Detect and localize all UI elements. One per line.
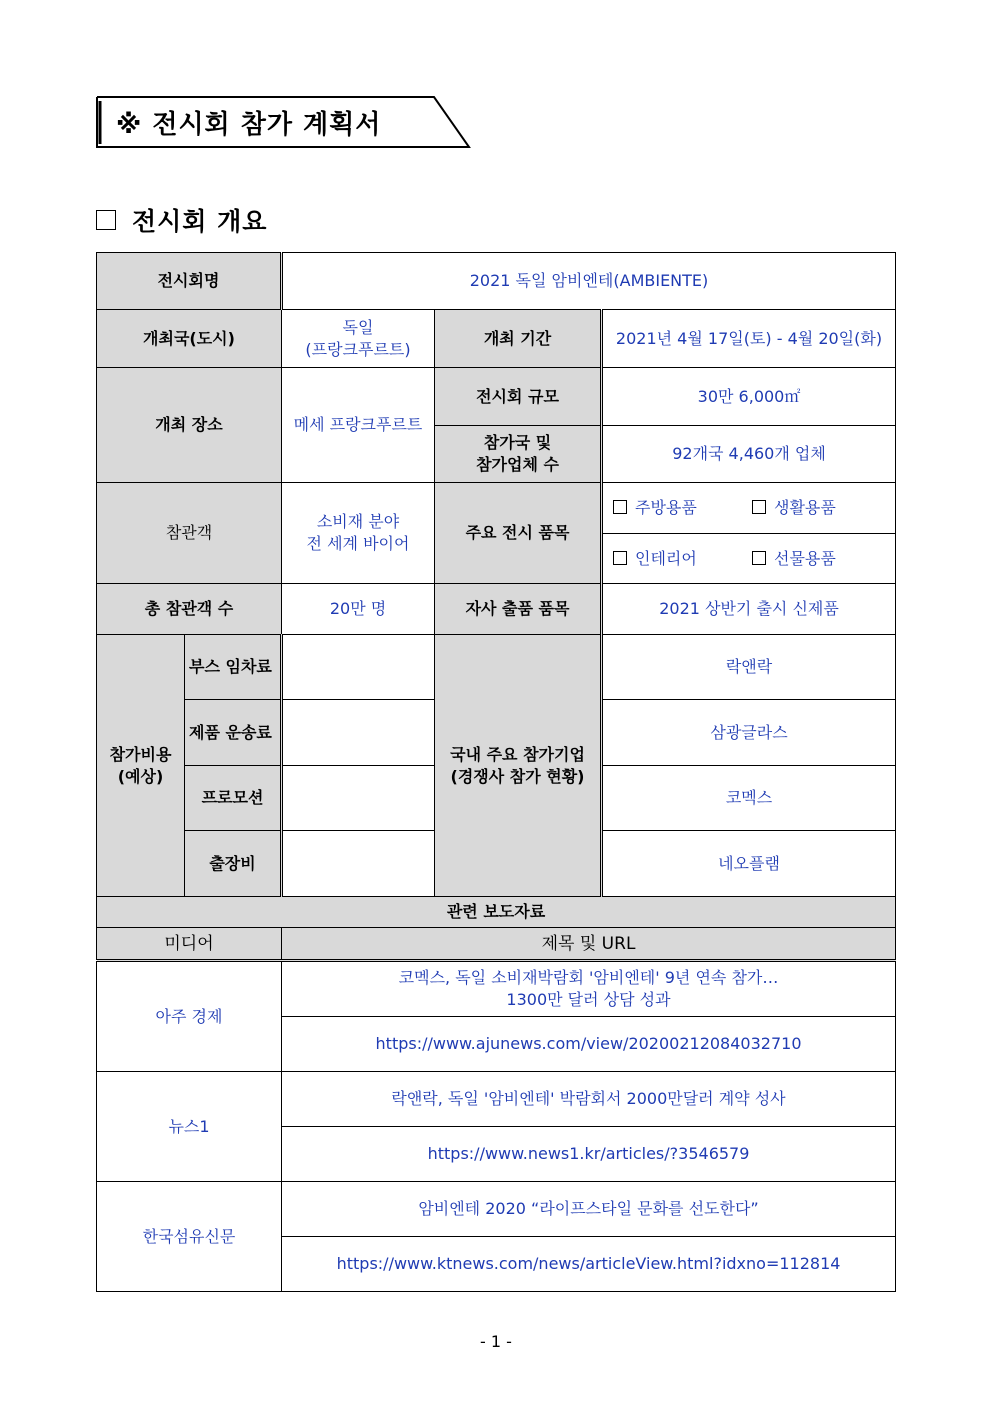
press-title-1-line-2: 1300만 달러 상담 성과 bbox=[506, 990, 671, 1009]
participants-label-line-2: 참가업체 수 bbox=[476, 455, 559, 474]
document-title-box bbox=[96, 96, 474, 148]
cost-promotion-label: 프로모션 bbox=[185, 766, 282, 831]
press-media-1: 아주 경제 bbox=[97, 961, 282, 1072]
main-items-row-2 bbox=[602, 534, 896, 584]
press-col-title-url: 제목 및 URL bbox=[282, 928, 896, 961]
exhibition-name-value: 2021 독일 암비엔테(AMBIENTE) bbox=[282, 253, 896, 310]
press-media-2: 뉴스1 bbox=[97, 1072, 282, 1182]
checkbox-square-icon bbox=[96, 210, 116, 230]
press-media-3: 한국섬유신문 bbox=[97, 1182, 282, 1292]
cost-booth-value bbox=[282, 635, 435, 700]
main-items-row-1 bbox=[602, 483, 896, 534]
checkbox-icon bbox=[752, 551, 766, 565]
checkbox-icon bbox=[613, 500, 627, 514]
item-household: 생활용품 bbox=[752, 497, 891, 519]
press-title-2: 락앤락, 독일 '암비엔테' 박람회서 2000만달러 계약 성사 bbox=[282, 1072, 896, 1127]
domestic-company-2: 삼광글라스 bbox=[602, 700, 896, 766]
domestic-companies-label bbox=[435, 635, 602, 897]
item-gifts: 선물용품 bbox=[752, 548, 891, 570]
press-url-2[interactable]: https://www.news1.kr/articles/?3546579 bbox=[282, 1127, 896, 1182]
cost-shipping-value bbox=[282, 700, 435, 766]
cost-promotion-value bbox=[282, 766, 435, 831]
item-interior: 인테리어 bbox=[613, 548, 752, 570]
domestic-label-line-2: (경쟁사 참가 현황) bbox=[450, 766, 585, 786]
checkbox-icon bbox=[613, 551, 627, 565]
cost-label-line-1: 참가비용 bbox=[109, 744, 172, 764]
cost-booth-label: 부스 임차료 bbox=[185, 635, 282, 700]
domestic-company-4: 네오플램 bbox=[602, 831, 896, 897]
participants-label bbox=[435, 426, 602, 483]
cost-travel-value bbox=[282, 831, 435, 897]
domestic-company-1: 락앤락 bbox=[602, 635, 896, 700]
visitors-value bbox=[282, 483, 435, 584]
exhibition-overview-table bbox=[96, 252, 896, 1292]
participants-value: 92개국 4,460개 업체 bbox=[602, 426, 896, 483]
scale-label: 전시회 규모 bbox=[435, 368, 602, 426]
cost-shipping-label: 제품 운송료 bbox=[185, 700, 282, 766]
venue-value: 메세 프랑크푸르트 bbox=[282, 368, 435, 483]
visitors-label: 참관객 bbox=[97, 483, 282, 584]
main-items-label: 주요 전시 품목 bbox=[435, 483, 602, 584]
total-visitors-label: 총 참관객 수 bbox=[97, 584, 282, 635]
press-col-media: 미디어 bbox=[97, 928, 282, 961]
page-number: - 1 - bbox=[480, 1332, 512, 1351]
checkbox-icon bbox=[752, 500, 766, 514]
domestic-company-3: 코멕스 bbox=[602, 766, 896, 831]
press-section-title: 관련 보도자료 bbox=[97, 897, 896, 928]
press-title-1 bbox=[282, 961, 896, 1017]
host-country-value bbox=[282, 310, 435, 368]
period-value: 2021년 4월 17일(토) - 4월 20일(화) bbox=[602, 310, 896, 368]
visitors-value-line-1: 소비재 분야 bbox=[316, 512, 400, 531]
cost-label-line-2: (예상) bbox=[117, 766, 164, 786]
host-country-label: 개최국(도시) bbox=[97, 310, 282, 368]
press-title-3: 암비엔테 2020 “라이프스타일 문화를 선도한다” bbox=[282, 1182, 896, 1237]
document-title: ※ 전시회 참가 계획서 bbox=[116, 110, 382, 140]
our-items-value: 2021 상반기 출시 신제품 bbox=[602, 584, 896, 635]
press-url-3[interactable]: https://www.ktnews.com/news/articleView.html?idxno=112814 bbox=[282, 1237, 896, 1292]
scale-value: 30만 6,000㎡ bbox=[602, 368, 896, 426]
press-title-1-line-1: 코멕스, 독일 소비재박람회 '암비엔테' 9년 연속 참가… bbox=[398, 968, 779, 987]
item-kitchenware: 주방용품 bbox=[613, 497, 752, 519]
host-country-line-1: 독일 bbox=[342, 317, 374, 337]
visitors-value-line-2: 전 세계 바이어 bbox=[306, 534, 410, 553]
section-heading bbox=[96, 204, 267, 236]
section-title: 전시회 개요 bbox=[132, 207, 268, 236]
our-items-label: 자사 출품 품목 bbox=[435, 584, 602, 635]
period-label: 개최 기간 bbox=[435, 310, 602, 368]
host-country-line-2: (프랑크푸르트) bbox=[305, 339, 411, 359]
domestic-label-line-1: 국내 주요 참가기업 bbox=[450, 744, 585, 764]
venue-label: 개최 장소 bbox=[97, 368, 282, 483]
cost-label bbox=[97, 635, 185, 897]
total-visitors-value: 20만 명 bbox=[282, 584, 435, 635]
cost-travel-label: 출장비 bbox=[185, 831, 282, 897]
press-url-1[interactable]: https://www.ajunews.com/view/20200212084032710 bbox=[282, 1017, 896, 1072]
exhibition-name-label: 전시회명 bbox=[97, 253, 282, 310]
participants-label-line-1: 참가국 및 bbox=[483, 433, 552, 452]
